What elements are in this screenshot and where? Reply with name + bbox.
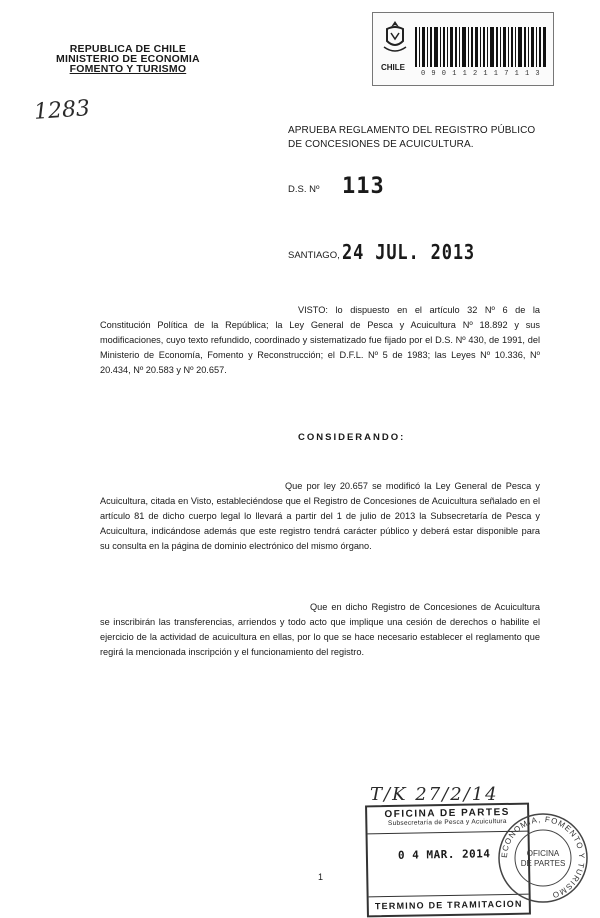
- stamp-subtitle: Subsecretaría de Pesca y Acuicultura: [387, 817, 507, 828]
- stamp-outer-ring: [499, 814, 587, 902]
- handwritten-number: 1283: [33, 96, 91, 125]
- considerando-text-1: Que por ley 20.657 se modificó la Ley General de Pesca y Acuicultura, citada en Visto, estableciéndose que el Registro de Concesiones de Acuicultura señalado en el artículo 81 de dicho cuerpo legal lo llevará a partir del 1 de julio de 2013 la Subsecretaría de Pesca y Acuicultura, indicándose además que este registro tendrá carácter público y deberá estar disponible para su consulta en la página de dominio electrónico del mismo órgano.: [100, 481, 540, 551]
- coat-of-arms-icon: [381, 19, 409, 59]
- ds-number: 113: [342, 174, 385, 199]
- stamp-date: 0 4 MAR. 2014: [397, 847, 491, 862]
- stamp-inner-ring: [515, 830, 571, 886]
- stamp-center-line-1: OFICINA: [526, 849, 560, 858]
- decree-date-stamp: 24 JUL. 2013: [342, 240, 476, 264]
- ministry-header: [56, 44, 200, 74]
- considerando-heading: CONSIDERANDO:: [298, 432, 406, 443]
- visto-label: VISTO:: [298, 305, 328, 315]
- stamp-center-line-2: DE PARTES: [520, 859, 566, 868]
- visto-paragraph: [100, 303, 540, 378]
- stamp-ring-text: ECONOMIA, FOMENTO Y TURISMO: [499, 814, 587, 900]
- barcode-icon: [415, 27, 547, 67]
- circular-ministry-stamp: [495, 810, 591, 906]
- stamp-title: OFICINA DE PARTES: [384, 806, 511, 821]
- considerando-paragraph-2: [100, 600, 540, 660]
- considerando-text-2: Que en dicho Registro de Concesiones de Acuicultura se inscribirán las transferencias, arriendos y todo acto que implique una cesión de derechos o habilite el ejercicio de la actividad de acuicultura en ellas, por lo que se hace necesario establecer el reglamento que regirá la mencionada inscripción y el funcionamiento del registro.: [100, 602, 540, 657]
- ds-label: D.S. Nº: [288, 184, 320, 195]
- barcode-sticker: [372, 12, 554, 86]
- ministry-line-2: MINISTERIO DE ECONOMIA: [56, 53, 200, 65]
- considerando-paragraph-1: [100, 479, 540, 554]
- ministry-line-1: REPUBLICA DE CHILE: [69, 43, 187, 55]
- handwritten-date: T/K 27/2/14: [370, 784, 499, 805]
- sticker-country-label: CHILE: [381, 63, 405, 72]
- place-label: SANTIAGO,: [288, 250, 340, 261]
- stamp-footer: TERMINO DE TRAMITACION: [369, 894, 529, 916]
- visto-text: lo dispuesto en el artículo 32 Nº 6 de la Constitución Política de la República; la Ley General de Pesca y Acuicultura Nº 18.892 y sus modificaciones, cuyo texto refundido, coordinado y sistematizado fue fijado por el D.S. Nº 430, de 1991, del Ministerio de Economía, Fomento y Reconstrucción; el D.F.L. Nº 5 de 1983; las Leyes Nº 10.336, Nº 20.434, Nº 20.583 y Nº 20.657.: [100, 305, 540, 375]
- barcode-number: 0 9 0 1 1 2 1 1 7 1 1 3: [421, 70, 541, 78]
- ministry-line-3: FOMENTO Y TURISMO: [69, 63, 187, 75]
- page-number: 1: [318, 872, 324, 882]
- decree-title: APRUEBA REGLAMENTO DEL REGISTRO PÚBLICO DE CONCESIONES DE ACUICULTURA.: [288, 125, 536, 150]
